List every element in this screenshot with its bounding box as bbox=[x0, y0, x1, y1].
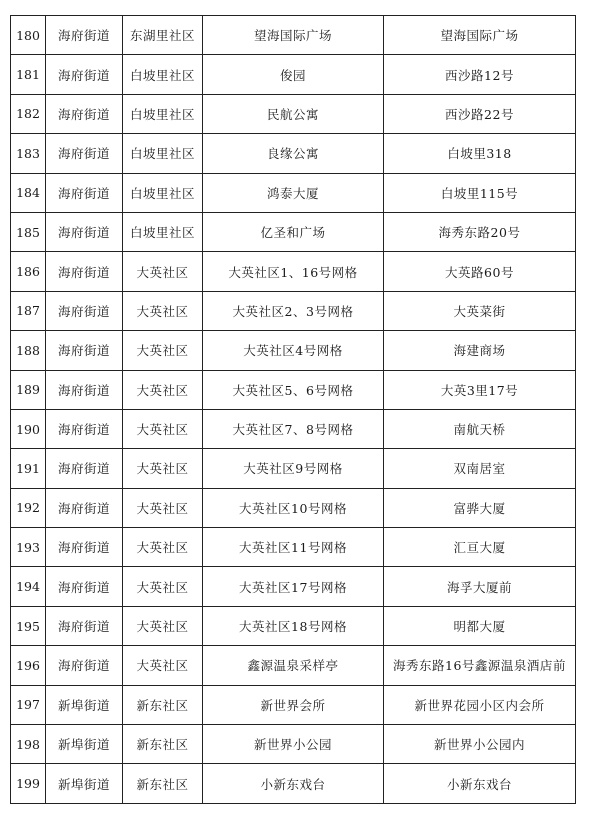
street-cell: 海府街道 bbox=[46, 567, 123, 606]
site-address-cell: 新世界花园小区内会所 bbox=[384, 685, 576, 724]
table-row bbox=[11, 94, 576, 133]
community-cell: 大英社区 bbox=[123, 606, 203, 645]
table-row bbox=[11, 212, 576, 251]
table-row bbox=[11, 291, 576, 330]
site-name-cell: 良缘公寓 bbox=[203, 134, 384, 173]
community-cell: 新东社区 bbox=[123, 725, 203, 764]
table-row bbox=[11, 55, 576, 94]
table-row bbox=[11, 528, 576, 567]
serial-number-cell: 197 bbox=[11, 685, 46, 724]
table-row bbox=[11, 646, 576, 685]
site-address-cell: 小新东戏台 bbox=[384, 764, 576, 803]
community-cell: 大英社区 bbox=[123, 449, 203, 488]
site-address-cell: 海秀东路20号 bbox=[384, 212, 576, 251]
site-address-cell: 西沙路22号 bbox=[384, 94, 576, 133]
serial-number-cell: 191 bbox=[11, 449, 46, 488]
street-cell: 海府街道 bbox=[46, 212, 123, 251]
table-row bbox=[11, 370, 576, 409]
table-row bbox=[11, 725, 576, 764]
site-name-cell: 大英社区18号网格 bbox=[203, 606, 384, 645]
community-cell: 白坡里社区 bbox=[123, 94, 203, 133]
table-row bbox=[11, 331, 576, 370]
site-name-cell: 新世界会所 bbox=[203, 685, 384, 724]
community-cell: 大英社区 bbox=[123, 528, 203, 567]
site-name-cell: 大英社区17号网格 bbox=[203, 567, 384, 606]
site-name-cell: 新世界小公园 bbox=[203, 725, 384, 764]
site-name-cell: 民航公寓 bbox=[203, 94, 384, 133]
table-row bbox=[11, 449, 576, 488]
site-name-cell: 大英社区1、16号网格 bbox=[203, 252, 384, 291]
site-address-cell: 大英菜街 bbox=[384, 291, 576, 330]
serial-number-cell: 189 bbox=[11, 370, 46, 409]
table-row bbox=[11, 764, 576, 803]
site-address-cell: 白坡里115号 bbox=[384, 173, 576, 212]
street-cell: 海府街道 bbox=[46, 646, 123, 685]
table-row bbox=[11, 252, 576, 291]
site-address-cell: 南航天桥 bbox=[384, 409, 576, 448]
serial-number-cell: 181 bbox=[11, 55, 46, 94]
serial-number-cell: 182 bbox=[11, 94, 46, 133]
serial-number-cell: 198 bbox=[11, 725, 46, 764]
site-address-cell: 海孚大厦前 bbox=[384, 567, 576, 606]
site-name-cell: 俊园 bbox=[203, 55, 384, 94]
table-row bbox=[11, 685, 576, 724]
community-cell: 新东社区 bbox=[123, 764, 203, 803]
street-cell: 海府街道 bbox=[46, 606, 123, 645]
table-row bbox=[11, 409, 576, 448]
serial-number-cell: 199 bbox=[11, 764, 46, 803]
community-cell: 大英社区 bbox=[123, 252, 203, 291]
street-cell: 海府街道 bbox=[46, 488, 123, 527]
sampling-site-table bbox=[10, 15, 576, 804]
serial-number-cell: 180 bbox=[11, 16, 46, 55]
serial-number-cell: 196 bbox=[11, 646, 46, 685]
table-row bbox=[11, 488, 576, 527]
site-name-cell: 大英社区11号网格 bbox=[203, 528, 384, 567]
site-name-cell: 大英社区5、6号网格 bbox=[203, 370, 384, 409]
serial-number-cell: 195 bbox=[11, 606, 46, 645]
community-cell: 白坡里社区 bbox=[123, 212, 203, 251]
site-address-cell: 海建商场 bbox=[384, 331, 576, 370]
site-name-cell: 大英社区10号网格 bbox=[203, 488, 384, 527]
serial-number-cell: 194 bbox=[11, 567, 46, 606]
table-row bbox=[11, 567, 576, 606]
site-name-cell: 小新东戏台 bbox=[203, 764, 384, 803]
site-address-cell: 明都大厦 bbox=[384, 606, 576, 645]
site-address-cell: 富骅大厦 bbox=[384, 488, 576, 527]
community-cell: 白坡里社区 bbox=[123, 134, 203, 173]
serial-number-cell: 190 bbox=[11, 409, 46, 448]
table-body bbox=[11, 16, 576, 804]
community-cell: 大英社区 bbox=[123, 370, 203, 409]
street-cell: 海府街道 bbox=[46, 370, 123, 409]
site-name-cell: 亿圣和广场 bbox=[203, 212, 384, 251]
community-cell: 新东社区 bbox=[123, 685, 203, 724]
site-name-cell: 大英社区9号网格 bbox=[203, 449, 384, 488]
street-cell: 海府街道 bbox=[46, 331, 123, 370]
serial-number-cell: 184 bbox=[11, 173, 46, 212]
community-cell: 白坡里社区 bbox=[123, 173, 203, 212]
site-name-cell: 大英社区2、3号网格 bbox=[203, 291, 384, 330]
street-cell: 海府街道 bbox=[46, 55, 123, 94]
serial-number-cell: 183 bbox=[11, 134, 46, 173]
street-cell: 海府街道 bbox=[46, 252, 123, 291]
table-row bbox=[11, 173, 576, 212]
serial-number-cell: 187 bbox=[11, 291, 46, 330]
site-name-cell: 鑫源温泉采样亭 bbox=[203, 646, 384, 685]
community-cell: 大英社区 bbox=[123, 488, 203, 527]
community-cell: 大英社区 bbox=[123, 291, 203, 330]
site-address-cell: 双南居室 bbox=[384, 449, 576, 488]
street-cell: 海府街道 bbox=[46, 409, 123, 448]
street-cell: 新埠街道 bbox=[46, 685, 123, 724]
street-cell: 海府街道 bbox=[46, 449, 123, 488]
site-name-cell: 望海国际广场 bbox=[203, 16, 384, 55]
serial-number-cell: 185 bbox=[11, 212, 46, 251]
table-row bbox=[11, 606, 576, 645]
site-address-cell: 西沙路12号 bbox=[384, 55, 576, 94]
street-cell: 海府街道 bbox=[46, 16, 123, 55]
site-address-cell: 大英3里17号 bbox=[384, 370, 576, 409]
table-row bbox=[11, 16, 576, 55]
serial-number-cell: 193 bbox=[11, 528, 46, 567]
site-name-cell: 大英社区4号网格 bbox=[203, 331, 384, 370]
site-name-cell: 鸿泰大厦 bbox=[203, 173, 384, 212]
street-cell: 海府街道 bbox=[46, 173, 123, 212]
site-address-cell: 望海国际广场 bbox=[384, 16, 576, 55]
community-cell: 白坡里社区 bbox=[123, 55, 203, 94]
street-cell: 海府街道 bbox=[46, 291, 123, 330]
community-cell: 大英社区 bbox=[123, 331, 203, 370]
community-cell: 大英社区 bbox=[123, 646, 203, 685]
community-cell: 东湖里社区 bbox=[123, 16, 203, 55]
community-cell: 大英社区 bbox=[123, 409, 203, 448]
street-cell: 新埠街道 bbox=[46, 764, 123, 803]
site-address-cell: 海秀东路16号鑫源温泉酒店前 bbox=[384, 646, 576, 685]
serial-number-cell: 188 bbox=[11, 331, 46, 370]
site-address-cell: 汇亘大厦 bbox=[384, 528, 576, 567]
table-row bbox=[11, 134, 576, 173]
street-cell: 海府街道 bbox=[46, 134, 123, 173]
site-address-cell: 大英路60号 bbox=[384, 252, 576, 291]
community-cell: 大英社区 bbox=[123, 567, 203, 606]
site-address-cell: 白坡里318 bbox=[384, 134, 576, 173]
serial-number-cell: 192 bbox=[11, 488, 46, 527]
site-address-cell: 新世界小公园内 bbox=[384, 725, 576, 764]
street-cell: 海府街道 bbox=[46, 94, 123, 133]
street-cell: 海府街道 bbox=[46, 528, 123, 567]
site-name-cell: 大英社区7、8号网格 bbox=[203, 409, 384, 448]
serial-number-cell: 186 bbox=[11, 252, 46, 291]
street-cell: 新埠街道 bbox=[46, 725, 123, 764]
